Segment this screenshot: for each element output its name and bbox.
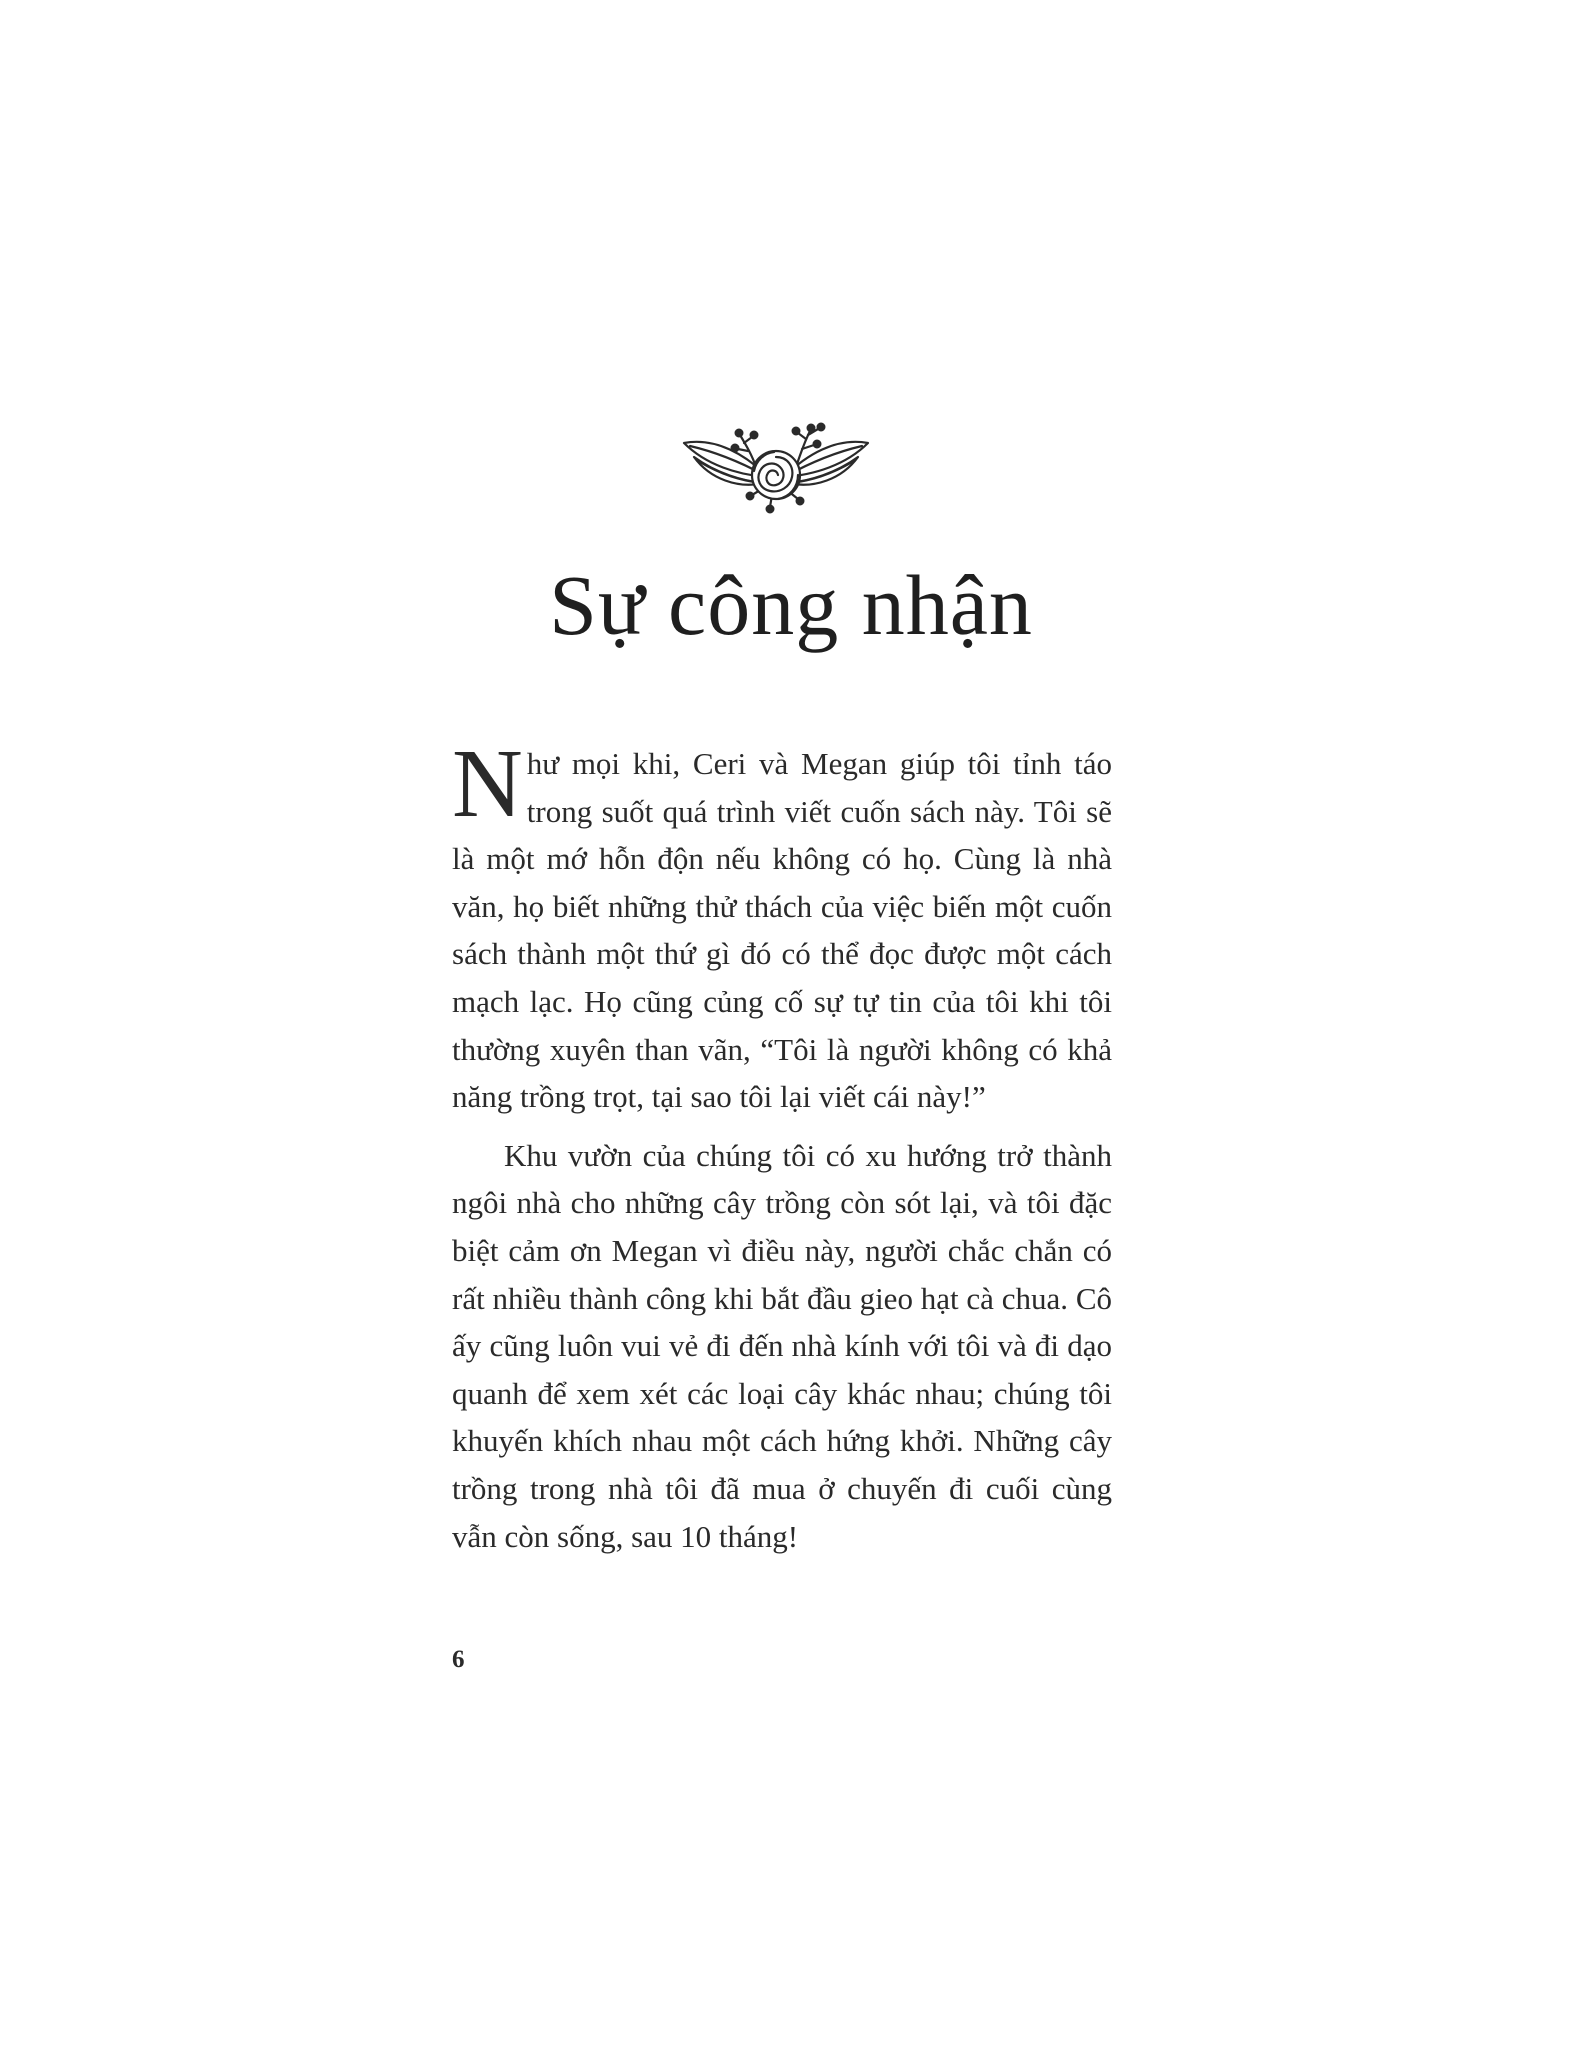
paragraph-1-text: hư mọi khi, Ceri và Megan giúp tôi tỉnh táo trong suốt quá trình viết cuốn sách này. Tôi sẽ là một mớ hỗn độn nếu không có họ. Cùng là nhà văn, họ biết những thử thách của việc biến một cuốn sách thành một thứ gì đó có thể đọc được một cách mạch lạc. Họ cũng củng cố sự tự tin của tôi khi tôi thường xuyên than vãn, “Tôi là người không có khả năng trồng trọt, tại sao tôi lại viết cái này!” <box>452 746 1112 1115</box>
page-number: 6 <box>452 1646 465 1673</box>
paragraph-2: Khu vườn của chúng tôi có xu hướng trở thành ngôi nhà cho những cây trồng còn sót lại, và tôi đặc biệt cảm ơn Megan vì điều này, người chắc chắn có rất nhiều thành công khi bắt đầu gieo hạt cà chua. Cô ấy cũng luôn vui vẻ đi đến nhà kính với tôi và đi dạo quanh để xem xét các loại cây khác nhau; chúng tôi khuyến khích nhau một cách hứng khởi. Những cây trồng trong nhà tôi đã mua ở chuyến đi cuối cùng vẫn còn sống, sau 10 tháng! <box>452 1137 1112 1554</box>
body-text <box>452 730 1112 1560</box>
floral-ornament-icon <box>676 415 876 515</box>
paragraph-1 <box>452 730 1112 1121</box>
drop-cap: N <box>452 730 523 838</box>
page-title: Sự công nhận <box>549 557 1033 653</box>
